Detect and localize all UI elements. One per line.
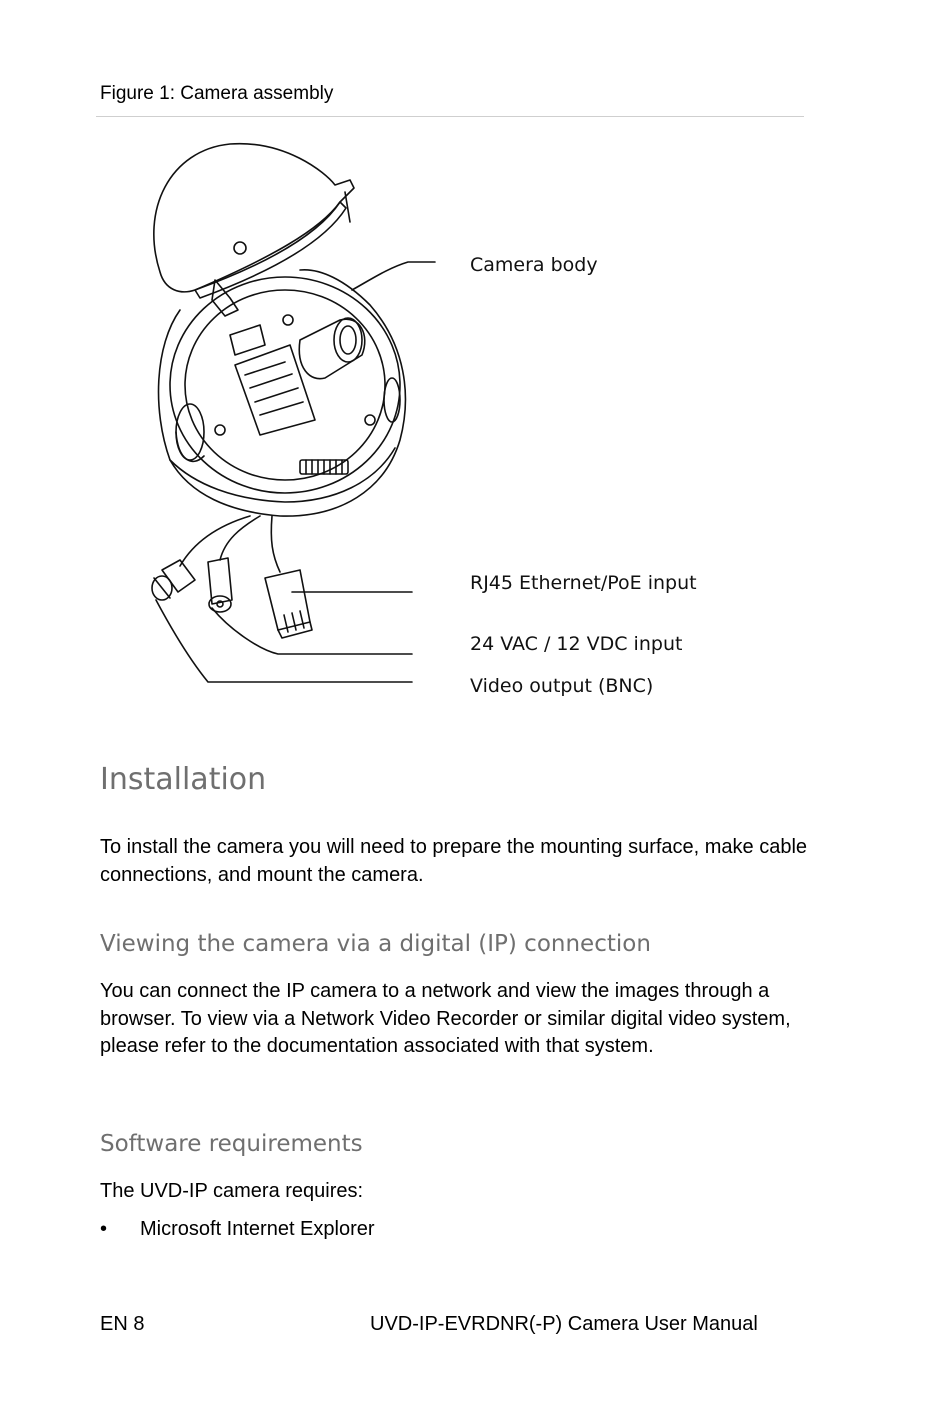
viewing-body: You can connect the IP camera to a network and view the images through a browser. To view via a Network Video Recorder or similar digital video system, please refer to the documentation associated with that system. [100, 980, 791, 1057]
cable-rj45 [271, 516, 280, 572]
footer-manual-title: UVD-IP-EVRDNR(-P) Camera User Manual [370, 1313, 758, 1335]
viewing-heading: Viewing the camera via a digital (IP) connection [100, 931, 651, 957]
cable-video [180, 516, 250, 566]
rj45-connector [265, 570, 312, 638]
installation-intro: To install the camera you will need to prepare the mounting surface, make cable connections, and mount the camera. [100, 836, 808, 886]
bullet-text: Microsoft Internet Explorer [140, 1218, 375, 1240]
lens-front [334, 318, 362, 362]
body-inner-ring [170, 277, 400, 493]
bnc-connector [152, 560, 195, 600]
camera-assembly-figure [100, 130, 820, 710]
callout-power: 24 VAC / 12 VDC input [470, 633, 683, 655]
callout-video: Video output (BNC) [470, 675, 654, 697]
dome-cover [154, 144, 354, 292]
leader-power [212, 608, 412, 654]
software-body: The UVD-IP camera requires: [100, 1180, 364, 1202]
footer-page-label: EN 8 [100, 1313, 145, 1335]
installation-heading: Installation [100, 762, 267, 797]
leader-video [156, 600, 412, 682]
camera-assembly-illustration [100, 130, 820, 710]
figure-caption: Figure 1: Camera assembly [100, 83, 334, 104]
cable-power [220, 516, 260, 560]
dome-screw [234, 242, 246, 254]
callout-camera-body: Camera body [470, 254, 598, 276]
callout-rj45: RJ45 Ethernet/PoE input [470, 572, 697, 594]
power-connector [208, 558, 232, 612]
side-port-right [384, 378, 400, 422]
leader-camera-body [352, 262, 435, 290]
body-inner-ring-2 [185, 290, 385, 480]
bullet-icon: • [100, 1218, 108, 1240]
software-heading: Software requirements [100, 1131, 363, 1157]
pcb-board [235, 345, 315, 435]
caption-divider [96, 116, 804, 117]
